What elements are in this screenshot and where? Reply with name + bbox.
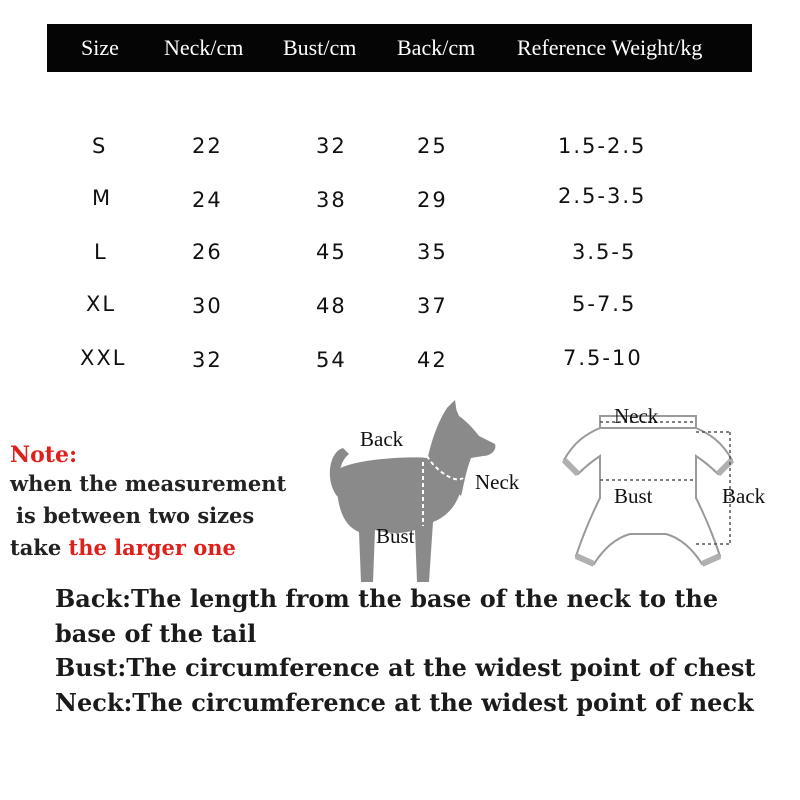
dog-neck-label: Neck — [475, 470, 520, 494]
cell-neck: 24 — [192, 188, 223, 212]
dog-back-label: Back — [360, 427, 404, 451]
cell-bust: 32 — [316, 134, 347, 158]
cell-weight: 2.5-3.5 — [558, 184, 647, 208]
note-text: take — [10, 535, 69, 560]
header-weight: Reference Weight/kg — [517, 35, 703, 60]
cell-bust: 48 — [316, 294, 347, 318]
cell-back: 42 — [417, 348, 448, 372]
cell-weight: 5-7.5 — [572, 292, 637, 316]
dog-silhouette-icon — [315, 400, 555, 590]
cell-size: M — [92, 186, 113, 210]
cell-size: XXL — [80, 346, 127, 370]
header-bust: Bust/cm — [283, 35, 357, 60]
header-back: Back/cm — [397, 35, 476, 60]
dog-bust-label: Bust — [376, 524, 415, 548]
measurement-definitions — [55, 582, 775, 720]
cell-back: 25 — [417, 134, 448, 158]
cell-bust: 38 — [316, 188, 347, 212]
cell-neck: 30 — [192, 294, 223, 318]
cell-back: 35 — [417, 240, 448, 264]
size-note — [10, 442, 286, 564]
cell-neck: 26 — [192, 240, 223, 264]
note-line: when the measurement — [10, 471, 287, 496]
note-line: is between two sizes — [16, 503, 255, 528]
shirt-back-label: Back — [722, 484, 766, 508]
cell-back: 29 — [417, 188, 448, 212]
cell-weight: 7.5-10 — [563, 346, 643, 370]
cell-size: XL — [86, 292, 117, 316]
cell-bust: 54 — [316, 348, 347, 372]
definition-neck: Neck:The circumference at the widest point of neck — [55, 687, 754, 717]
cell-neck: 22 — [192, 134, 223, 158]
cell-weight: 1.5-2.5 — [558, 134, 647, 158]
dog-measurement-diagram — [315, 400, 555, 590]
header-size: Size — [81, 35, 119, 60]
definition-back: Back:The length from the base of the neck to the base of the tail — [55, 584, 719, 648]
header-neck: Neck/cm — [164, 35, 244, 60]
cell-weight: 3.5-5 — [572, 240, 637, 264]
shirt-bust-label: Bust — [614, 484, 653, 508]
cell-bust: 45 — [316, 240, 347, 264]
cell-back: 37 — [417, 294, 448, 318]
note-title: Note: — [10, 442, 78, 468]
cell-size: L — [94, 240, 108, 264]
note-highlight: the larger one — [68, 535, 236, 560]
shirt-neck-label: Neck — [614, 404, 659, 428]
cell-size: S — [92, 134, 108, 158]
note-line — [10, 532, 286, 564]
cell-neck: 32 — [192, 348, 223, 372]
definition-bust: Bust:The circumference at the widest point of chest — [55, 653, 756, 682]
shirt-measurement-diagram — [560, 398, 790, 578]
